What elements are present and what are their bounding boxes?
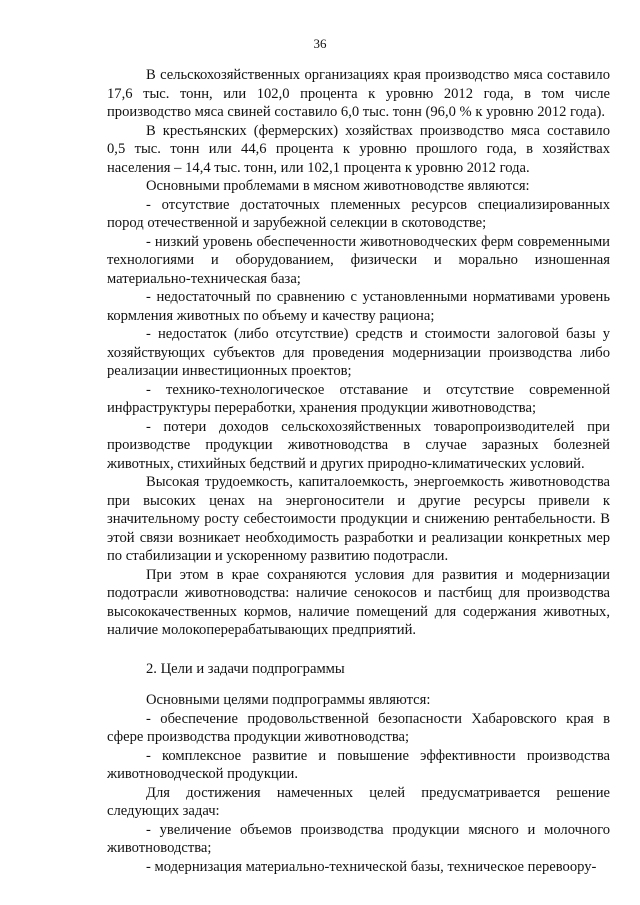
- paragraph-meat-production-agri-orgs: В сельскохозяйственных организациях края производство мяса составило 17,6 тыс. тонн, или 102,0 процента к уровню 2012 года, в том числе производство мяса свиней составило 6,0 тыс. тонн (96,0 % к уровню 2012 года).: [107, 67, 610, 120]
- section-heading: 2. Цели и задачи подпрограммы: [146, 660, 345, 677]
- document-body: [107, 66, 610, 876]
- list-item-increase-production: - увеличение объемов производства продукции мясного и молочного животноводства;: [107, 821, 610, 856]
- paragraph-development-conditions: При этом в крае сохраняются условия для развития и модернизации подотрасли животноводства: наличие сенокосов и пастбищ для производства высококачественных кормов, наличие помещений для содержания животных, наличие молокоперерабатывающих предприятий.: [107, 566, 610, 638]
- list-item-breeding-resources: - отсутствие достаточных племенных ресурсов специализированных пород отечественной и зарубежной селекции в скотоводстве;: [107, 196, 610, 231]
- list-item-modernization: - модернизация материально-технической базы, техническое перевоору-: [146, 858, 597, 875]
- paragraph-high-costs: Высокая трудоемкость, капиталоемкость, энергоемкость животноводства при высоких ценах на энергоносители и другие ресурсы привели к значительному росту себестоимости продукции и снижению рентабельности. В этой связи возникает необходимость разработки и реализации конкретных мер по стабилизации и ускоренному развитию подотрасли.: [107, 474, 610, 564]
- paragraph-meat-production-farms: В крестьянских (фермерских) хозяйствах производство мяса составило 0,5 тыс. тонн или 44,6 процента к уровню прошлого года, в хозяйствах населения – 14,4 тыс. тонн, или 102,1 процента к уровню 2012 года.: [107, 122, 610, 176]
- list-item-food-security: - обеспечение продовольственной безопасности Хабаровского края в сфере производства продукции животноводства;: [107, 710, 610, 745]
- list-item-lack-of-funds: - недостаток (либо отсутствие) средств и стоимости залоговой базы у хозяйствующих субъектов для проведения модернизации производства либо реализации инвестиционных проектов;: [107, 326, 610, 379]
- list-item-technology-lag: - технико-технологическое отставание и отсутствие современной инфраструктуры переработки, хранения продукции животноводства;: [107, 381, 610, 416]
- list-item-feeding-level: - недостаточный по сравнению с установленными нормативами уровень кормления животных по объему и качеству рациона;: [107, 289, 610, 324]
- list-item-income-losses: - потери доходов сельскохозяйственных товаропроизводителей при производстве продукции животноводства в случае заразных болезней животных, стихийных бедствий и других природно-климатических условий.: [107, 418, 610, 472]
- paragraph-problems-intro: Основными проблемами в мясном животноводстве являются:: [146, 178, 530, 194]
- paragraph-tasks-intro: Для достижения намеченных целей предусматривается решение следующих задач:: [107, 784, 610, 819]
- page-number: 36: [313, 36, 327, 51]
- list-item-complex-development: - комплексное развитие и повышение эффективности производства животноводческой продукции.: [107, 747, 610, 782]
- list-item-low-equipment: - низкий уровень обеспеченности животноводческих ферм современными технологиями и оборудованием, физически и морально изношенная материально-техническая база;: [107, 233, 610, 287]
- paragraph-goals-intro: Основными целями подпрограммы являются:: [146, 692, 431, 708]
